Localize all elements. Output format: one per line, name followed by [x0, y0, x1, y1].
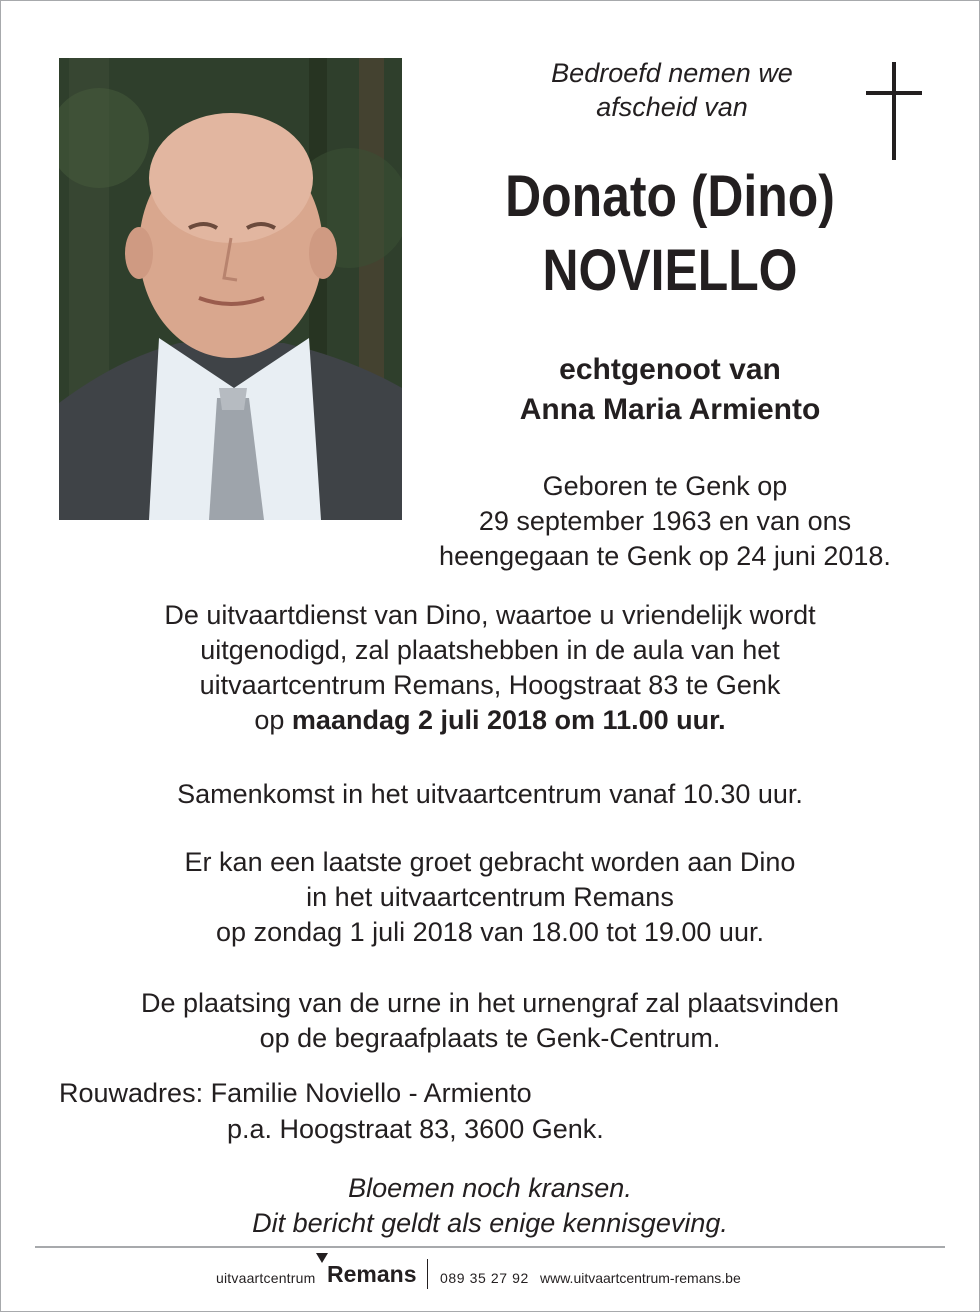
service-line-4	[20, 703, 960, 738]
farewell-line-2: in het uitvaartcentrum Remans	[306, 882, 674, 912]
urn-info	[20, 986, 960, 1056]
born-line-3: heengegaan te Genk op 24 juni 2018.	[439, 541, 891, 571]
spouse-info	[420, 350, 920, 430]
deceased-name	[455, 160, 885, 308]
service-info	[20, 598, 960, 738]
farewell-line-3: op zondag 1 juli 2018 van 18.00 tot 19.00 uur.	[216, 917, 764, 947]
footer-website: www.uitvaartcentrum-remans.be	[540, 1270, 741, 1286]
closing-text	[20, 1171, 960, 1241]
gathering-info: Samenkomst in het uitvaartcentrum vanaf 10.30 uur.	[177, 779, 803, 809]
born-line-2: 29 september 1963 en van ons	[478, 506, 852, 536]
urn-line-1: De plaatsing van de urne in het urnengraf zal plaatsvinden	[141, 988, 839, 1018]
cross-icon	[866, 62, 922, 160]
footer-brand-prefix: uitvaartcentrum	[216, 1270, 316, 1286]
closing-line-1: Bloemen noch kransen.	[348, 1173, 632, 1203]
born-line-1: Geboren te Genk op	[542, 471, 788, 501]
service-line-4-prefix: op	[254, 705, 292, 735]
intro-text	[472, 56, 872, 124]
footer-brand-name: Remans	[327, 1261, 417, 1287]
footer-divider	[35, 1246, 945, 1248]
mourning-address-line-1: Rouwadres: Familie Noviello - Armiento	[59, 1078, 532, 1108]
farewell-info	[20, 845, 960, 950]
closing-line-2: Dit bericht geldt als enige kennisgeving.	[252, 1208, 728, 1238]
urn-line-2: op de begraafplaats te Genk-Centrum.	[259, 1023, 721, 1053]
portrait-photo	[59, 58, 402, 520]
service-line-2: uitgenodigd, zal plaatshebben in de aula van het	[200, 635, 780, 665]
farewell-line-1: Er kan een laatste groet gebracht worden aan Dino	[184, 847, 796, 877]
service-line-1: De uitvaartdienst van Dino, waartoe u vriendelijk wordt	[164, 600, 816, 630]
footer-separator	[427, 1259, 428, 1289]
service-line-3: uitvaartcentrum Remans, Hoogstraat 83 te Genk	[199, 670, 781, 700]
service-date-time: maandag 2 juli 2018 om 11.00 uur.	[291, 705, 726, 735]
intro-line-2: afscheid van	[596, 92, 748, 122]
footer-phone: 089 35 27 92	[440, 1270, 529, 1286]
footer	[0, 1252, 980, 1292]
portrait-illustration	[59, 58, 402, 520]
mourning-address-line-2: p.a. Hoogstraat 83, 3600 Genk.	[227, 1114, 604, 1144]
name-line-2: NOVIELLO	[542, 238, 798, 303]
birth-death-info	[370, 469, 960, 574]
spouse-line-2: Anna Maria Armiento	[519, 393, 821, 426]
name-line-1: Donato (Dino)	[505, 164, 835, 229]
intro-line-1: Bedroefd nemen we	[551, 58, 793, 88]
spouse-line-1: echtgenoot van	[559, 353, 781, 386]
